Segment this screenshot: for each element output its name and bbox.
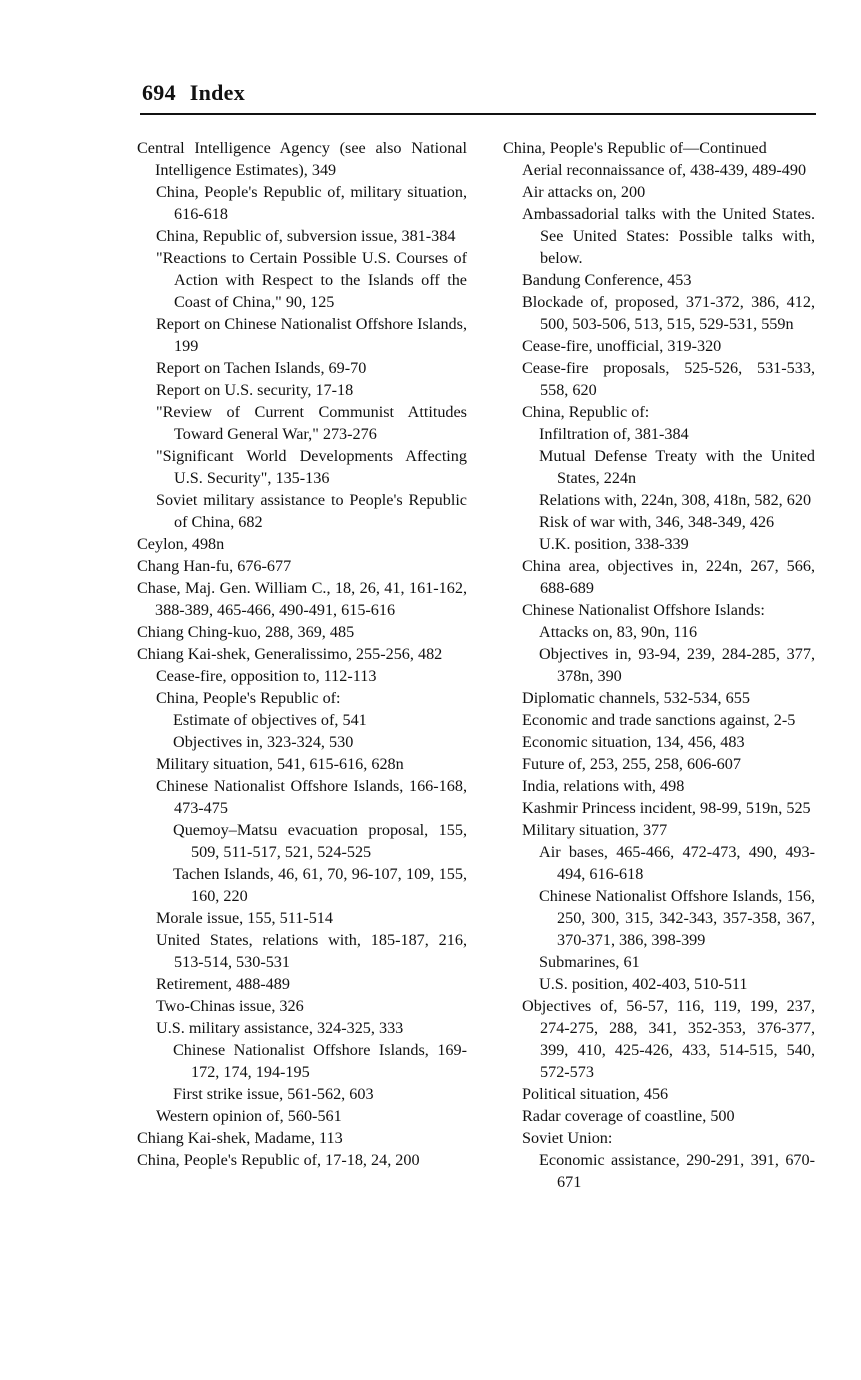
index-entry: U.S. military assistance, 324-325, 333 xyxy=(156,1019,404,1037)
index-entry: Retirement, 488-489 xyxy=(156,975,290,993)
index-entry: Chang Han-fu, 676-677 xyxy=(137,557,292,575)
index-entry: Relations with, 224n, 308, 418n, 582, 620 xyxy=(539,491,812,509)
index-entry: "Significant World Developments Affecting U.S. Security", 135-136 xyxy=(156,447,467,487)
index-entry: Infiltration of, 381-384 xyxy=(539,425,689,443)
page-title: Index xyxy=(189,80,246,105)
index-entry: Attacks on, 83, 90n, 116 xyxy=(539,623,698,641)
index-entry: Economic and trade sanctions against, 2-5 xyxy=(522,711,796,729)
index-entry: U.S. position, 402-403, 510-511 xyxy=(539,975,748,993)
index-entry: Tachen Islands, 46, 61, 70, 96-107, 109, 155, 160, 220 xyxy=(173,865,467,905)
index-entry: China, People's Republic of, 17-18, 24, 200 xyxy=(137,1151,420,1169)
index-entry: Chinese Nationalist Offshore Islands, 166-168, 473-475 xyxy=(156,777,467,817)
index-entry: China, People's Republic of: xyxy=(156,689,341,707)
index-entry: "Reactions to Certain Possible U.S. Courses of Action with Respect to the Islands off the Coast of China," 90, 125 xyxy=(156,249,467,311)
index-entry: Risk of war with, 346, 348-349, 426 xyxy=(539,513,775,531)
index-entry: Two-Chinas issue, 326 xyxy=(156,997,304,1015)
header-rule xyxy=(140,113,816,115)
index-entry: Chinese Nationalist Offshore Islands, 169-172, 174, 194-195 xyxy=(173,1041,467,1081)
index-entry: Quemoy–Matsu evacuation proposal, 155, 509, 511-517, 521, 524-525 xyxy=(173,821,467,861)
index-entry: Cease-fire, unofficial, 319-320 xyxy=(522,337,722,355)
index-entry: Report on U.S. security, 17-18 xyxy=(156,381,354,399)
index-entry: Report on Tachen Islands, 69-70 xyxy=(156,359,367,377)
index-entry: India, relations with, 498 xyxy=(522,777,685,795)
index-entry: Soviet Union: xyxy=(522,1129,613,1147)
index-entry: Economic assistance, 290-291, 391, 670-671 xyxy=(539,1151,815,1191)
index-entry: Western opinion of, 560-561 xyxy=(156,1107,342,1125)
index-entry: Blockade of, proposed, 371-372, 386, 412, 500, 503-506, 513, 515, 529-531, 559n xyxy=(522,293,815,333)
index-entry: Objectives in, 323-324, 530 xyxy=(173,733,354,751)
index-entry: Bandung Conference, 453 xyxy=(522,271,692,289)
index-entry: Central Intelligence Agency (see also National Intelligence Estimates), 349 xyxy=(137,139,467,179)
index-entry: Future of, 253, 255, 258, 606-607 xyxy=(522,755,741,773)
index-entry: Military situation, 377 xyxy=(522,821,668,839)
index-entry: Air bases, 465-466, 472-473, 490, 493-494, 616-618 xyxy=(539,843,815,883)
index-entry: Objectives in, 93-94, 239, 284-285, 377, 378n, 390 xyxy=(539,645,815,685)
index-entry: Kashmir Princess incident, 98-99, 519n, 525 xyxy=(522,799,811,817)
index-entry: Cease-fire proposals, 525-526, 531-533, 558, 620 xyxy=(522,359,815,399)
index-entry: Diplomatic channels, 532-534, 655 xyxy=(522,689,750,707)
index-entry: Chase, Maj. Gen. William C., 18, 26, 41, 161-162, 388-389, 465-466, 490-491, 615-616 xyxy=(137,579,467,619)
index-entry: China, People's Republic of, military situation, 616-618 xyxy=(156,183,467,223)
index-entry: Ambassadorial talks with the United States. See United States: Possible talks with, below. xyxy=(522,205,815,267)
index-entry: U.K. position, 338-339 xyxy=(539,535,689,553)
index-entry: China, Republic of: xyxy=(522,403,650,421)
index-entry: Air attacks on, 200 xyxy=(522,183,646,201)
index-entry: Report on Chinese Nationalist Offshore Islands, 199 xyxy=(156,315,467,355)
index-entry: China, People's Republic of—Continued xyxy=(503,139,767,157)
index-entry: Objectives of, 56-57, 116, 119, 199, 237, 274-275, 288, 341, 352-353, 376-377, 399, 410, 425-426, 433, 514-515, 540, 572-573 xyxy=(522,997,815,1081)
index-entry: Radar coverage of coastline, 500 xyxy=(522,1107,735,1125)
index-column-left xyxy=(137,137,467,1171)
index-entry: China, Republic of, subversion issue, 381-384 xyxy=(156,227,456,245)
index-entry: Chiang Kai-shek, Madame, 113 xyxy=(137,1129,343,1147)
index-entry: Economic situation, 134, 456, 483 xyxy=(522,733,745,751)
index-entry: Chiang Ching-kuo, 288, 369, 485 xyxy=(137,623,355,641)
index-entry: Cease-fire, opposition to, 112-113 xyxy=(156,667,377,685)
index-entry: Ceylon, 498n xyxy=(137,535,225,553)
index-entry: Chinese Nationalist Offshore Islands, 156, 250, 300, 315, 342-343, 357-358, 367, 370-371, 386, 398-399 xyxy=(539,887,815,949)
index-entry: Military situation, 541, 615-616, 628n xyxy=(156,755,404,773)
index-entry: Estimate of objectives of, 541 xyxy=(173,711,367,729)
index-entry: Morale issue, 155, 511-514 xyxy=(156,909,333,927)
page-number: 694 xyxy=(142,80,176,105)
index-entry: Aerial reconnaissance of, 438-439, 489-490 xyxy=(522,161,807,179)
index-entry: United States, relations with, 185-187, 216, 513-514, 530-531 xyxy=(156,931,467,971)
page-header xyxy=(142,80,814,106)
index-entry: "Review of Current Communist Attitudes Toward General War," 273-276 xyxy=(156,403,467,443)
index-entry: Chiang Kai-shek, Generalissimo, 255-256, 482 xyxy=(137,645,443,663)
index-entry: Mutual Defense Treaty with the United States, 224n xyxy=(539,447,815,487)
index-entry: First strike issue, 561-562, 603 xyxy=(173,1085,374,1103)
index-entry: Submarines, 61 xyxy=(539,953,640,971)
index-entry: China area, objectives in, 224n, 267, 566, 688-689 xyxy=(522,557,815,597)
index-entry: Chinese Nationalist Offshore Islands: xyxy=(522,601,765,619)
index-entry: Soviet military assistance to People's Republic of China, 682 xyxy=(156,491,467,531)
index-entry: Political situation, 456 xyxy=(522,1085,669,1103)
index-column-right xyxy=(503,137,815,1193)
